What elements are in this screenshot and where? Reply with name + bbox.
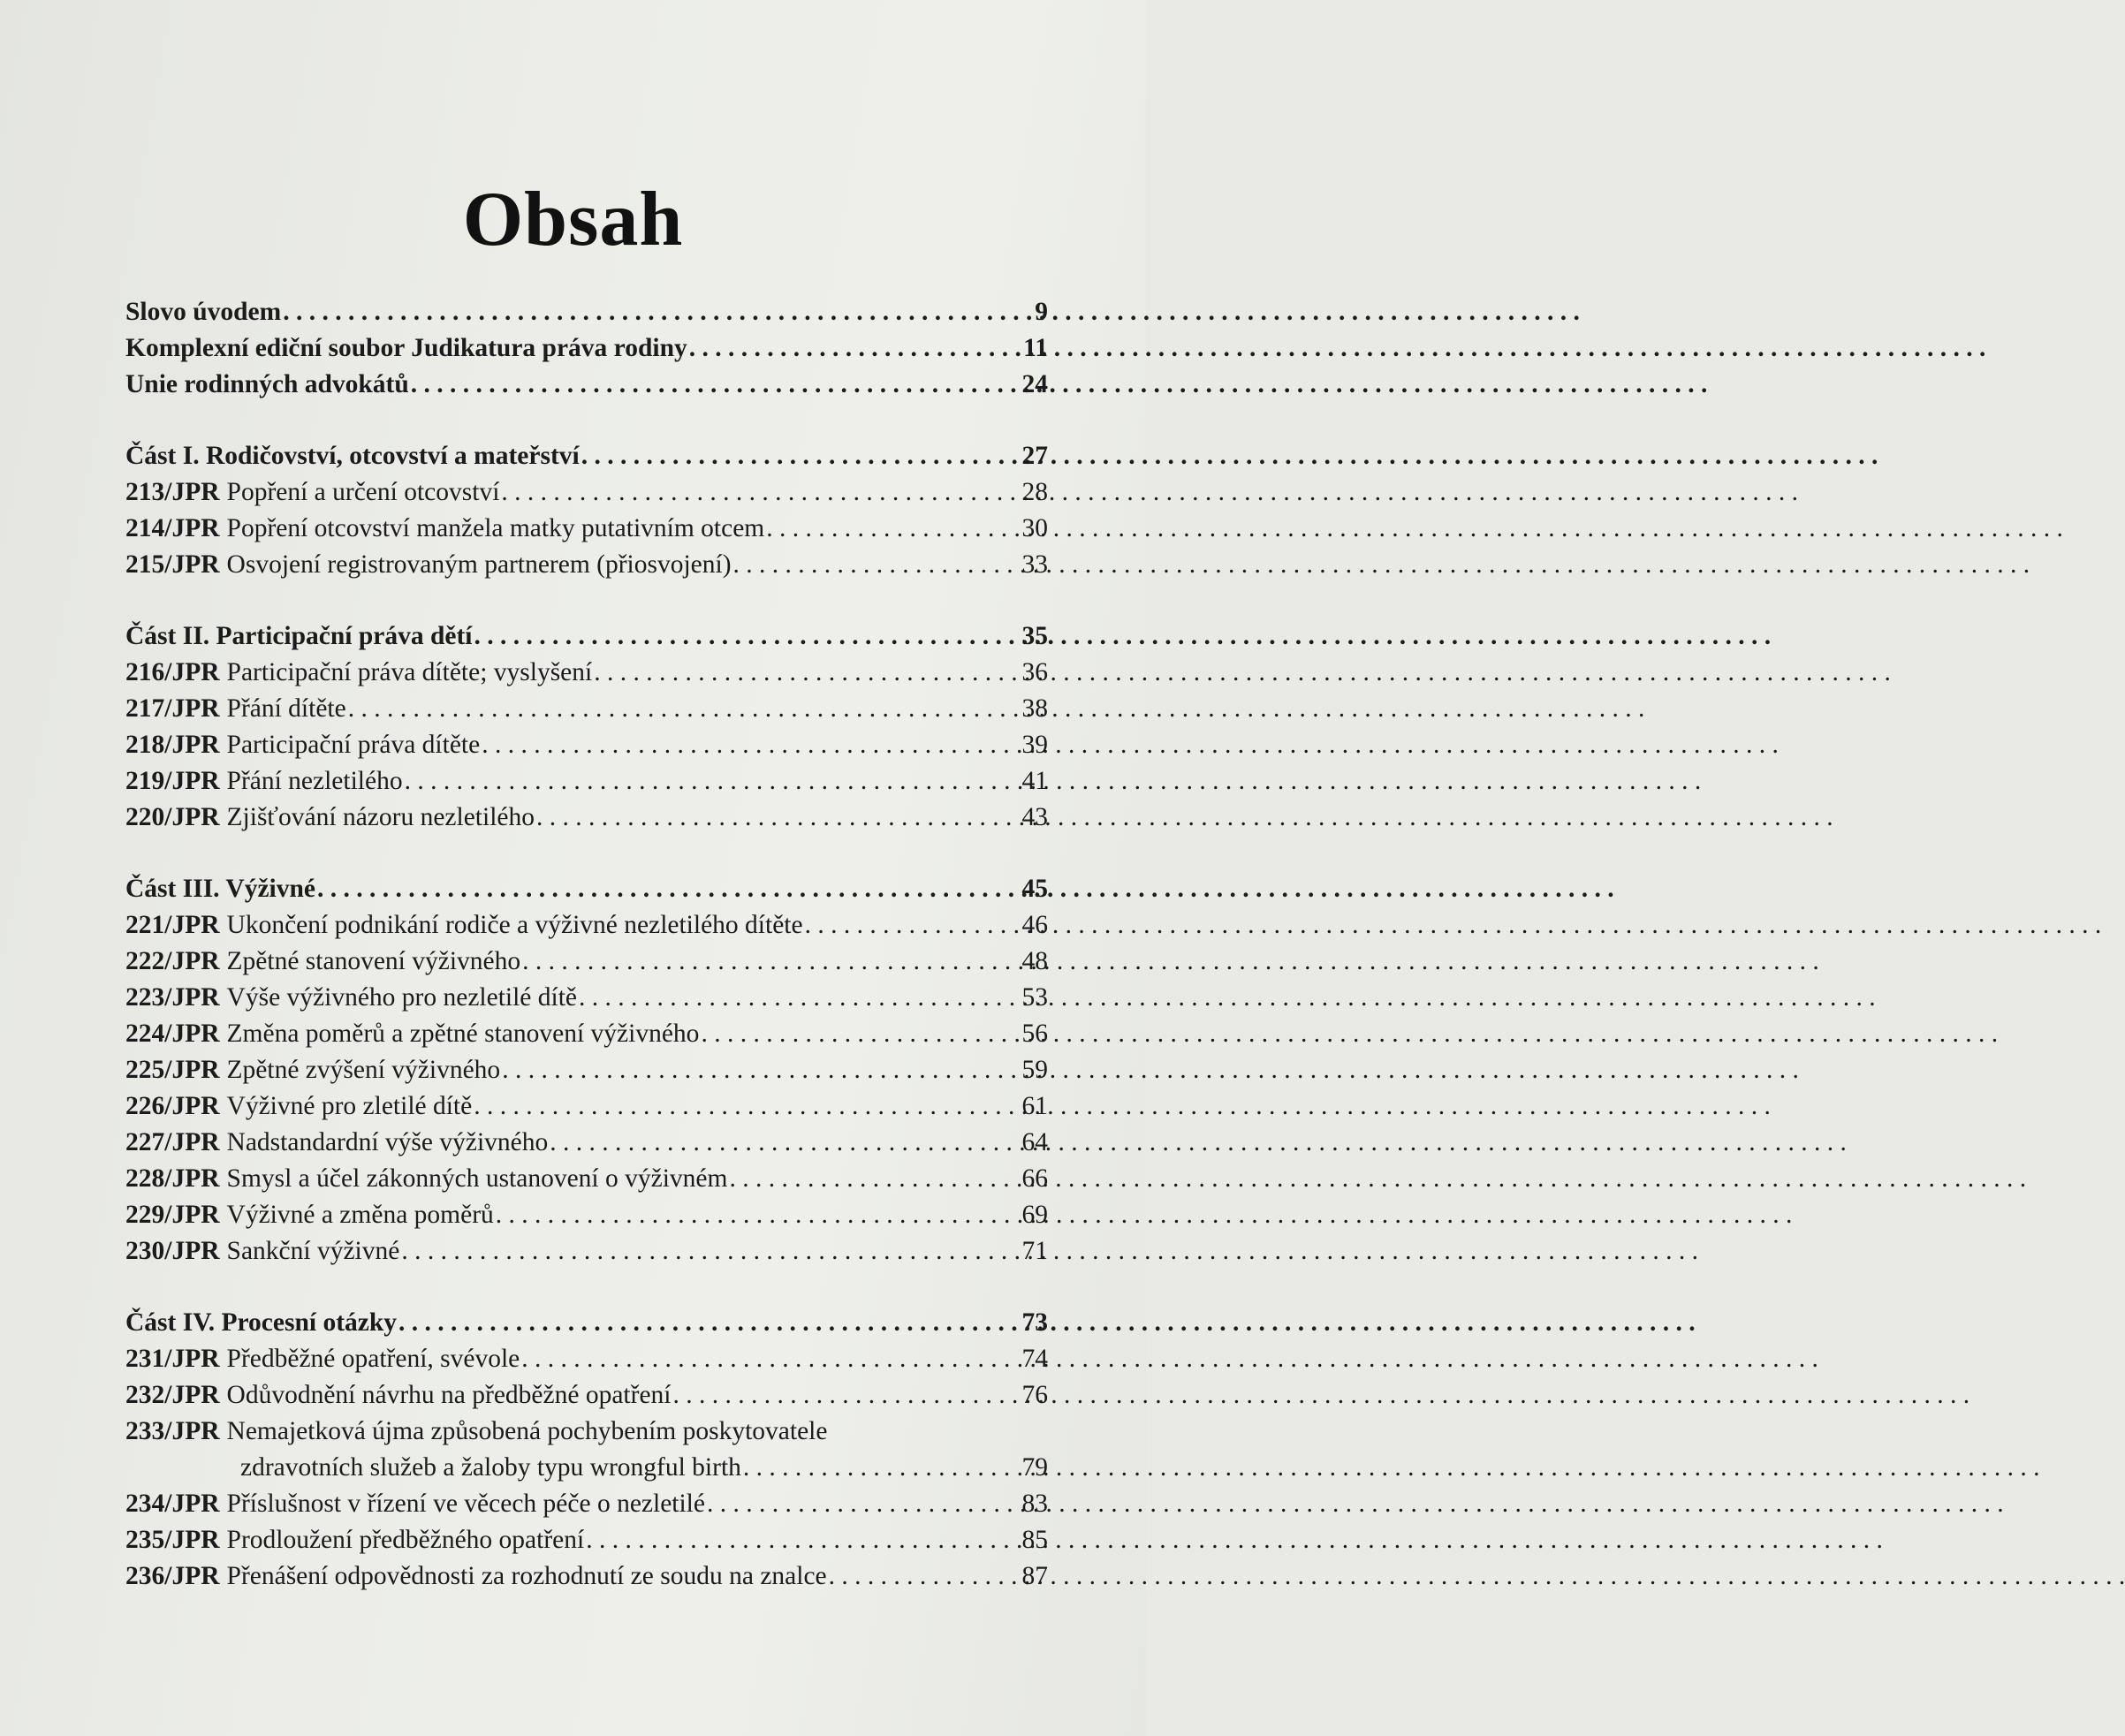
part-title: Část III. Výživné — [125, 875, 315, 903]
part-title: Část IV. Procesní otázky — [125, 1308, 398, 1337]
toc-entry-title: Osvojení registrovaným partnerem (přiosvojení) — [226, 550, 732, 579]
case-code: 220/JPR — [125, 803, 220, 831]
toc-page-number: 30 — [1021, 514, 1048, 542]
case-code: 216/JPR — [125, 658, 220, 686]
dot-leader — [827, 1558, 1022, 1595]
toc-entry-title: Smysl a účel zákonných ustanovení o výživném — [226, 1164, 728, 1193]
toc-entry-title: Participační práva dítěte — [226, 731, 481, 759]
case-code: 218/JPR — [125, 731, 220, 759]
toc-entry-title: Výše výživného pro nezletilé dítě — [226, 983, 578, 1012]
toc-entry — [125, 1558, 1048, 1595]
toc-entry-first-line — [125, 1414, 1048, 1450]
toc-entry-title: Slovo úvodem — [125, 298, 282, 326]
toc-page-number: 59 — [1021, 1056, 1048, 1084]
toc-entry — [125, 691, 1048, 727]
toc-entry-title: Přenášení odpovědnosti za rozhodnutí ze soudu na znalce — [226, 1562, 827, 1590]
toc-page-number: 24 — [1021, 370, 1048, 398]
dot-leader — [687, 330, 1023, 367]
dot-leader — [705, 1486, 1022, 1522]
toc-entry-title: Přání nezletilého — [226, 767, 403, 795]
case-code: 226/JPR — [125, 1092, 220, 1120]
toc-entry — [125, 1486, 1048, 1522]
toc-part-heading — [125, 438, 1048, 474]
spacer — [125, 403, 1048, 438]
toc-entry-intro — [125, 367, 1048, 403]
dot-leader — [409, 367, 1022, 403]
toc-entry — [125, 1341, 1048, 1377]
toc-page-number: 83 — [1021, 1490, 1048, 1518]
toc-entry — [125, 547, 1048, 583]
case-code: 229/JPR — [125, 1201, 220, 1229]
toc-entry — [125, 944, 1048, 980]
toc-part-heading — [125, 871, 1048, 907]
toc-page-number: 74 — [1021, 1345, 1048, 1373]
toc-entry — [125, 800, 1048, 836]
case-code: 231/JPR — [125, 1345, 220, 1373]
dot-leader — [672, 1377, 1022, 1414]
toc-page-number: 53 — [1021, 983, 1048, 1012]
toc-entry — [125, 1052, 1048, 1088]
dot-leader — [535, 800, 1022, 836]
case-code: 223/JPR — [125, 983, 220, 1012]
case-code: 214/JPR — [125, 514, 220, 542]
dot-leader — [346, 691, 1022, 727]
toc-entry — [125, 511, 1048, 547]
toc-entry — [125, 1016, 1048, 1052]
toc-entry — [125, 727, 1048, 763]
toc-part-heading — [125, 618, 1048, 655]
toc-page-number: 35 — [1021, 622, 1048, 650]
toc-entry-title: Sankční výživné — [226, 1237, 400, 1265]
dot-leader — [732, 547, 1022, 583]
toc-entry-title: Zpětné stanovení výživného — [226, 947, 521, 975]
toc-entry-title: Participační práva dítěte; vyslyšení — [226, 658, 593, 686]
toc-page-number: 73 — [1021, 1308, 1048, 1337]
case-code: 225/JPR — [125, 1056, 220, 1084]
toc-page-number: 71 — [1021, 1237, 1048, 1265]
toc-page-number: 66 — [1021, 1164, 1048, 1193]
toc-entry-intro — [125, 330, 1048, 367]
toc-page-number: 43 — [1021, 803, 1048, 831]
toc-page-number: 76 — [1021, 1381, 1048, 1409]
toc-page-number: 79 — [1021, 1453, 1048, 1482]
toc-page-number: 27 — [1021, 442, 1048, 470]
case-code: 236/JPR — [125, 1562, 220, 1590]
toc-page-number: 85 — [1021, 1526, 1048, 1554]
dot-leader — [548, 1125, 1021, 1161]
toc-entry-title: Změna poměrů a zpětné stanovení výživného — [226, 1020, 700, 1048]
toc-page-number: 9 — [1035, 298, 1048, 326]
spacer — [125, 1270, 1048, 1305]
dot-leader — [520, 944, 1021, 980]
toc-page-number: 36 — [1021, 658, 1048, 686]
dot-leader — [577, 980, 1021, 1016]
case-code: 224/JPR — [125, 1020, 220, 1048]
dot-leader — [520, 1341, 1021, 1377]
toc-entry-title: Zpětné zvýšení výživného — [226, 1056, 501, 1084]
dot-leader — [499, 474, 1021, 511]
dot-leader — [580, 438, 1022, 474]
toc-page-number: 33 — [1021, 550, 1048, 579]
dot-leader — [281, 294, 1035, 330]
spacer — [125, 583, 1048, 618]
toc-entry-title: Prodloužení předběžného opatření — [226, 1526, 585, 1554]
page-title: Obsah — [462, 177, 684, 262]
toc-entry — [125, 474, 1048, 511]
toc-entry-title: Výživné pro zletilé dítě — [226, 1092, 473, 1120]
toc-page-number: 11 — [1023, 334, 1048, 362]
toc-entry-intro — [125, 294, 1048, 330]
case-code: 227/JPR — [125, 1128, 220, 1156]
toc-entry-title: Výživné a změna poměrů — [226, 1201, 494, 1229]
toc-page-number: 41 — [1021, 767, 1048, 795]
toc-page-number: 28 — [1021, 478, 1048, 506]
toc-entry — [125, 1377, 1048, 1414]
toc-entry-title: Zjišťování názoru nezletilého — [226, 803, 535, 831]
toc-entry-title: Nemajetková újma způsobená pochybením poskytovatele — [226, 1417, 828, 1445]
case-code: 222/JPR — [125, 947, 220, 975]
toc-entry — [125, 763, 1048, 800]
toc-page-number: 64 — [1021, 1128, 1048, 1156]
case-code: 232/JPR — [125, 1381, 220, 1409]
dot-leader — [764, 511, 1021, 547]
toc-entry-title: Odůvodnění návrhu na předběžné opatření — [226, 1381, 672, 1409]
case-code: 230/JPR — [125, 1237, 220, 1265]
dot-leader — [397, 1305, 1021, 1341]
part-title: Část II. Participační práva dětí — [125, 622, 473, 650]
case-code: 215/JPR — [125, 550, 220, 579]
dot-leader — [399, 1233, 1021, 1270]
toc-page-number: 38 — [1021, 694, 1048, 723]
case-code: 219/JPR — [125, 767, 220, 795]
case-code: 217/JPR — [125, 694, 220, 723]
toc-entry — [125, 1197, 1048, 1233]
dot-leader — [403, 763, 1022, 800]
toc-entry — [125, 1233, 1048, 1270]
toc-entry-title: Předběžné opatření, svévole — [226, 1345, 520, 1373]
dot-leader — [592, 655, 1021, 691]
toc-page-number: 48 — [1021, 947, 1048, 975]
case-code: 233/JPR — [125, 1417, 220, 1445]
dot-leader — [473, 618, 1022, 655]
toc-entry-title: Přání dítěte — [226, 694, 346, 723]
case-code: 234/JPR — [125, 1490, 220, 1518]
toc-page-number: 61 — [1021, 1092, 1048, 1120]
toc-part-heading — [125, 1305, 1048, 1341]
toc-page-number: 56 — [1021, 1020, 1048, 1048]
toc-entry — [125, 1125, 1048, 1161]
table-of-contents — [125, 294, 1048, 1595]
toc-page-number: 87 — [1021, 1562, 1048, 1590]
toc-entry-continuation — [125, 1450, 1048, 1486]
toc-entry — [125, 655, 1048, 691]
spacer — [125, 836, 1048, 871]
toc-page-number: 69 — [1021, 1201, 1048, 1229]
toc-entry — [125, 1161, 1048, 1197]
case-code: 221/JPR — [125, 911, 220, 939]
case-code: 235/JPR — [125, 1526, 220, 1554]
toc-entry — [125, 1522, 1048, 1558]
toc-entry-title: Nadstandardní výše výživného — [226, 1128, 549, 1156]
toc-entry-title-continued: zdravotních služeb a žaloby typu wrongful birth — [240, 1453, 741, 1482]
toc-page-number: 45 — [1021, 875, 1048, 903]
toc-entry-title: Popření a určení otcovství — [226, 478, 500, 506]
dot-leader — [803, 907, 1022, 944]
dot-leader — [741, 1450, 1022, 1486]
dot-leader — [584, 1522, 1021, 1558]
case-code: 228/JPR — [125, 1164, 220, 1193]
toc-entry — [125, 1088, 1048, 1125]
toc-page-number: 39 — [1021, 731, 1048, 759]
toc-entry-title: Popření otcovství manžela matky putativním otcem — [226, 514, 765, 542]
dot-leader — [699, 1016, 1021, 1052]
dot-leader — [500, 1052, 1021, 1088]
dot-leader — [315, 871, 1022, 907]
toc-entry — [125, 907, 1048, 944]
part-title: Část I. Rodičovství, otcovství a mateřství — [125, 442, 580, 470]
toc-page-number: 46 — [1021, 911, 1048, 939]
toc-entry-title: Příslušnost v řízení ve věcech péče o nezletilé — [226, 1490, 705, 1518]
toc-entry-title: Ukončení podnikání rodiče a výživné nezletilého dítěte — [226, 911, 803, 939]
dot-leader — [480, 727, 1021, 763]
case-code: 213/JPR — [125, 478, 220, 506]
dot-leader — [727, 1161, 1021, 1197]
toc-entry-title: Komplexní ediční soubor Judikatura práva rodiny — [125, 334, 687, 362]
toc-entry-title: Unie rodinných advokátů — [125, 370, 409, 398]
dot-leader — [472, 1088, 1021, 1125]
toc-entry — [125, 980, 1048, 1016]
dot-leader — [494, 1197, 1022, 1233]
